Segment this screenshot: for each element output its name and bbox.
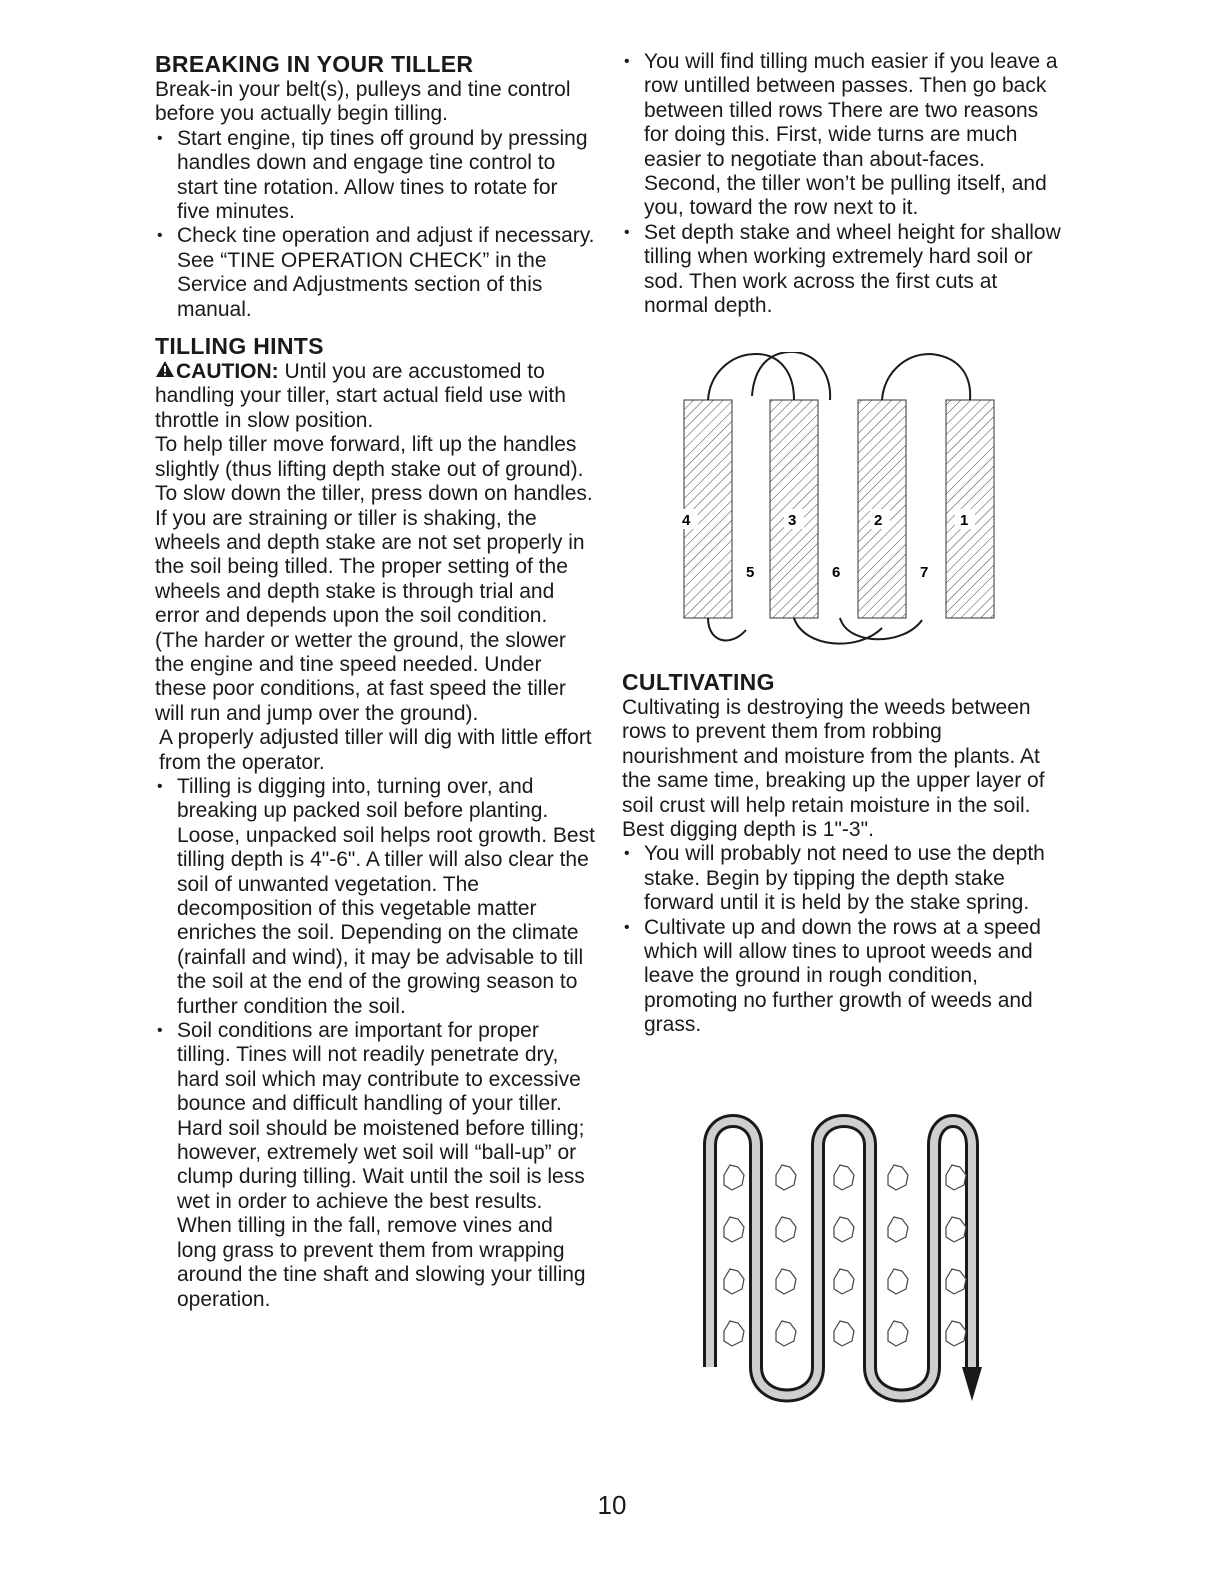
row-label: 2 <box>874 512 883 529</box>
page-number: 10 <box>597 1490 627 1520</box>
breaking-in-intro: Break-in your belt(s), pulleys and tine control before you actually begin tilling. <box>155 78 571 126</box>
gap-label: 7 <box>920 564 929 581</box>
list-item: • Start engine, tip tines off ground by pressing handles down and engage tine control to start tine rotation. Allow tines to rotate for five minutes. <box>155 127 595 225</box>
turn-path <box>708 354 794 400</box>
turn-path <box>794 618 882 644</box>
tilling-hint-paragraph: If you are straining or tiller is shaking, the wheels and depth stake are not set properly in the soil being tilled. The proper setting of the wheels and depth stake is through trial and error and depends upon the soil condition. (The harder or wetter the ground, the slower the engine and tine speed needed. Under these poor conditions, at fast speed the tiller will run and jump over the ground). <box>155 506 585 725</box>
list-item: • Soil conditions are important for proper tilling. Tines will not readily penetrate dry, hard soil which may contribute to excessive bounce and difficult handling of your tiller. Hard soil should be moistened before tilling; however, extremely wet soil will “ball-up” or clump during tilling. Wait until the soil is less wet in order to achieve the best results. When tilling in the fall, remove vines and long grass to prevent them from wrapping around the tine shaft and slowing your tilling operation. <box>155 1019 595 1312</box>
tilling-hint-paragraph: To help tiller move forward, lift up the handles slightly (thus lifting depth stake out of ground). To slow down the tiller, press down on handles. <box>155 433 593 506</box>
tilling-hints-heading: TILLING HINTS <box>155 333 324 360</box>
warning-triangle-icon <box>155 360 175 384</box>
tilling-hints-list <box>155 775 595 1312</box>
caution-label: CAUTION: <box>176 360 279 384</box>
list-item: • Check tine operation and adjust if necessary. See “TINE OPERATION CHECK” in the Service and Adjustments section of this manual. <box>155 224 595 322</box>
breaking-in-list <box>155 127 595 322</box>
row-label: 4 <box>682 512 691 529</box>
cultivating-list <box>622 842 1062 1037</box>
tilling-hints-list-continued <box>622 50 1062 318</box>
gap-label: 5 <box>746 564 755 581</box>
list-item: • You will find tilling much easier if you leave a row untilled between passes. Then go back between tilled rows There are two reasons for doing this. First, wide turns are much easier to negotiate than about-faces. Second, the tiller won’t be pulling itself, and you, toward the row next to it. <box>622 50 1062 221</box>
left-column <box>155 50 595 1312</box>
turn-path <box>882 354 970 400</box>
list-item: • Set depth stake and wheel height for shallow tilling when working extremely hard soil or sod. Then work across the first cuts at normal depth. <box>622 221 1062 319</box>
caution-paragraph <box>155 360 595 433</box>
list-item: • Tilling is digging into, turning over, and breaking up packed soil before planting. Loose, unpacked soil helps root growth. Best tilling depth is 4"-6". A tiller will also clear the soil of unwanted vegetation. The decomposition of this vegetable matter enriches the soil. Depending on the climate (rainfall and wind), it may be advisable to till the soil at the end of the growing season to further condition the soil. <box>155 775 595 1019</box>
cultivating-heading: CULTIVATING <box>622 669 775 695</box>
arrow-head-icon <box>962 1367 982 1401</box>
caution-text: Until you are accustomed to handling your tiller, start actual field use with throttle in slow position. <box>155 360 566 432</box>
right-column <box>622 50 1062 318</box>
gap-label: 6 <box>832 564 841 581</box>
turn-path <box>752 352 830 400</box>
row-label: 1 <box>960 512 969 529</box>
cultivating-intro: Cultivating is destroying the weeds between rows to prevent them from robbing nourishment and moisture from the plants. At the same time, breaking up the upper layer of soil crust will help retain moisture in the soil. Best digging depth is 1"-3". <box>622 696 1045 842</box>
list-item: • You will probably not need to use the depth stake. Begin by tipping the depth stake forward until it is held by the stake spring. <box>622 842 1062 915</box>
turn-path <box>708 618 746 640</box>
cultivating-section <box>622 668 1062 1038</box>
breaking-in-heading: BREAKING IN YOUR TILLER <box>155 51 474 77</box>
list-item: • Cultivate up and down the rows at a speed which will allow tines to uproot weeds and leave the ground in rough condition, promoting no further growth of weeds and grass. <box>622 916 1062 1038</box>
tilling-pattern-diagram <box>672 352 1002 662</box>
tilling-hint-paragraph: A properly adjusted tiller will dig with little effort from the operator. <box>159 726 592 774</box>
cultivating-pattern-diagram <box>698 1105 1008 1415</box>
row-label: 3 <box>788 512 797 529</box>
